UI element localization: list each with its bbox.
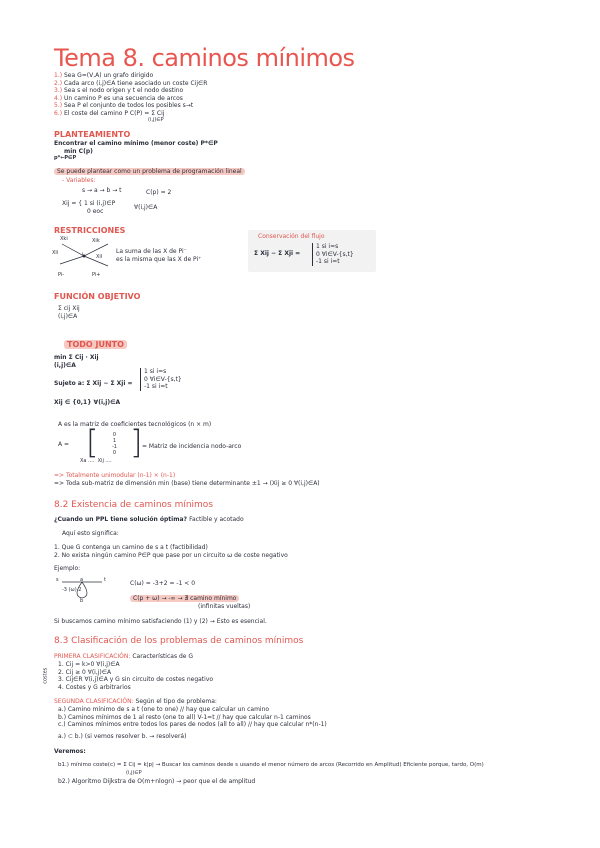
label-xik: Xik (92, 238, 100, 244)
pl-variables-label: - Variables: (62, 177, 96, 184)
todo-case: 1 si i=s (144, 368, 167, 375)
section-todo: TODO JUNTO (64, 340, 127, 349)
arc-in-2 (60, 256, 84, 264)
objetivo-line: Σ cij Xij (58, 305, 80, 312)
s83-primera-item: 4. Costes y G arbitrarios (58, 683, 131, 691)
pl-forall: ∀(i,j)∈A (134, 204, 158, 211)
s82-items (54, 544, 288, 559)
matrix-note: => Totalmente unimodular (n-1) × (n-1) (54, 472, 176, 479)
conservacion-heading: Conservación del flujo (258, 233, 325, 240)
todo-case: -1 si i=t (144, 383, 168, 390)
matrix-right-bracket: ] (130, 423, 143, 461)
s83-segunda-item: a.) Camino mínimo de s a t (one to one) // hay que calcular un camino (58, 706, 270, 713)
todo-line: (i,j)∈A (54, 361, 76, 369)
matrix-column (112, 432, 117, 456)
pl-xij (62, 200, 115, 215)
label-node-i: i (82, 252, 84, 258)
node-a: a (80, 577, 84, 583)
s82-w: -3 (ω) 2 (62, 587, 82, 593)
conservacion-lhs: Σ Xij − Σ Xji = (254, 250, 301, 257)
node-b: b (80, 598, 84, 604)
restricciones-note (116, 248, 201, 263)
todo-sujeto: Sujeto a: Σ Xij − Σ Xji = (54, 380, 133, 387)
s83-segunda-items (58, 706, 327, 729)
intro-subscript: (i,j)∈P (148, 117, 164, 123)
pl-xij-line: 0 eoc (87, 207, 104, 215)
s83-side-label: costes (42, 667, 49, 684)
planteamiento-text (54, 140, 218, 163)
section-8-3: 8.3 Clasificación de los problemas de caminos mínimos (54, 636, 304, 646)
matrix-cell: 0 (112, 450, 117, 456)
restricciones-note-line: La suma de las X de Pi⁻ (116, 248, 187, 255)
todo-cases (140, 368, 182, 391)
intro-item: 5.) Sea P el conjunto de todos los posibles s→t (54, 102, 194, 109)
intro-item: 4.) Un camino P es una secuencia de arcos (54, 94, 183, 102)
s83-segunda-item: b.) Caminos mínimos de 1 al resto (one to all) V-1=t // hay que calcular n-1 caminos (58, 713, 311, 721)
s83-ac: a.) ⊂ b.) (si vemos resolver b. → resolverá) (58, 733, 187, 740)
intro-item: 2.) Cada arco (i,j)∈A tiene asociado un coste Cij∈R (54, 79, 208, 87)
node-t: t (104, 577, 106, 583)
s83-primera-item: 1. Cij = k>0 ∀(i,j)∈A (58, 661, 120, 668)
objetivo-expr (58, 305, 80, 320)
planteamiento-line: p*←P∈P (54, 155, 77, 161)
matrix-left-bracket: [ (86, 423, 99, 461)
s83-primera-item: 3. Cij∈R ∀(i,j)∈A y G sin circuito de costes negativo (58, 676, 214, 683)
matrix-a-eq: A = (58, 441, 70, 448)
s83-v1 (58, 762, 484, 777)
todo-domain: Xij ∈ {0,1} ∀(i,j)∈A (54, 399, 121, 406)
todo-min (54, 354, 99, 369)
s82-cw: C(ω) = -3+2 = -1 < 0 (130, 580, 196, 587)
s83-v2: b2.) Algoritmo Dijkstra de O(m+nlogn) → peor que el de amplitud (58, 778, 256, 785)
intro-item: 3.) Sea s el nodo origen y t el nodo destino (54, 87, 184, 94)
s83-primera-items (58, 661, 213, 691)
s82-cpw: C(p + ω) → -∞ → ∄ camino mínimo (130, 595, 239, 603)
conservacion-case: 1 si i=s (316, 243, 339, 250)
label-xli: Xli (52, 250, 59, 256)
matrix-cell: 0 (112, 432, 117, 438)
s83-segunda-item: c.) Caminos mínimos entre todos los pares de nodos (all to all) // hay que calcular n*(n-1) (58, 721, 327, 728)
label-pi-plus: Pi+ (92, 272, 101, 278)
pl-intro: Se puede plantear como un problema de programación lineal (54, 168, 245, 176)
s83-v1-line: b1.) mínimo coste(c) = Σ Cij = k|p| → Buscar los caminos desde s usando el menor número de arcos (Recorrido en Amplitud) Eficiente porque, tardo, O(m) (58, 762, 484, 768)
s83-primera: PRIMERA CLASIFICACIÓN: Características de G (54, 653, 194, 660)
matrix-cell: -1 (112, 444, 117, 450)
s82-item: 1. Que G contenga un camino de s a t (factibilidad) (54, 544, 208, 551)
s83-v1-line: (i,j)∈P (126, 769, 142, 776)
label-xki: Xki (60, 236, 68, 242)
section-planteamiento: PLANTEAMIENTO (54, 130, 131, 139)
todo-case: 0 ∀i∈V-{s,t} (144, 375, 182, 383)
matrix-bottom: Xa .... Xij .... (80, 458, 112, 464)
node-s: s (56, 577, 59, 583)
matrix-right-label: = Matriz de incidencia nodo-arco (142, 443, 242, 450)
matrix-note: => Toda sub-matriz de dimensión min (base) tiene determinante ±1 → (Xij ≥ 0 ∀(i,j)∈A) (54, 479, 320, 487)
s83-segunda: SEGUNDA CLASIFICACIÓN: Según el tipo de problema: (54, 698, 217, 705)
label-xil: Xil (96, 254, 103, 260)
matrix-cell: 1 (112, 438, 117, 444)
matrix-notes (54, 472, 320, 487)
pl-cost: C(p) = 2 (146, 189, 172, 196)
section-objetivo: FUNCIÓN OBJETIVO (54, 292, 141, 301)
todo-line: min Σ Cij · Xij (54, 354, 99, 361)
s83-veremos: Veremos: (54, 748, 86, 755)
objetivo-line: (i,j)∈A (58, 312, 78, 320)
conservacion-case: -1 si i=t (316, 258, 340, 265)
page-title: Tema 8. caminos mínimos (54, 44, 355, 72)
s82-conclusion: Si buscamos camino mínimo satisfaciendo (1) y (2) → Esto es esencial. (54, 618, 267, 625)
pl-xij-line: Xij = { 1 si (i,j)∈P (62, 200, 116, 207)
s82-inf: (infinitas vueltas) (198, 603, 251, 610)
pl-chain: s → a → b → t (82, 187, 122, 194)
intro-list (54, 72, 207, 125)
arc-in-1 (62, 244, 84, 256)
s82-ejemplo: Ejemplo: (54, 565, 81, 572)
restricciones-note-line: es la misma que las X de Pi⁺ (116, 255, 202, 263)
label-pi-minus: Pi- (58, 272, 65, 278)
intro-item: 1.) Sea G=(V,A) un grafo dirigido (54, 72, 154, 79)
s83-primera-item: 2. Cij ≥ 0 ∀(i,j)∈A (58, 668, 112, 676)
intro-item: 6.) El coste del camino P C(P) = Σ Cij (54, 109, 165, 117)
s82-question: ¿Cuando un PPL tiene solución óptima? Factible y acotado (54, 516, 244, 523)
planteamiento-line: Encontrar el camino mínimo (menor coste) P*∈P (54, 140, 218, 147)
matrix-intro: A es la matriz de coeficientes tecnológicos (n × m) (58, 421, 212, 428)
s82-item: 2. No exista ningún camino P∈P que pase por un circuito ω de coste negativo (54, 551, 288, 559)
conservacion-case: 0 ∀i∈V-{s,t} (316, 250, 354, 258)
s82-aqui: Aquí esto significa: (62, 530, 119, 537)
conservacion-cases (312, 243, 354, 266)
planteamiento-line: min C(p) (64, 147, 93, 155)
section-8-2: 8.2 Existencia de caminos mínimos (54, 500, 214, 510)
section-restricciones: RESTRICCIONES (54, 226, 126, 235)
